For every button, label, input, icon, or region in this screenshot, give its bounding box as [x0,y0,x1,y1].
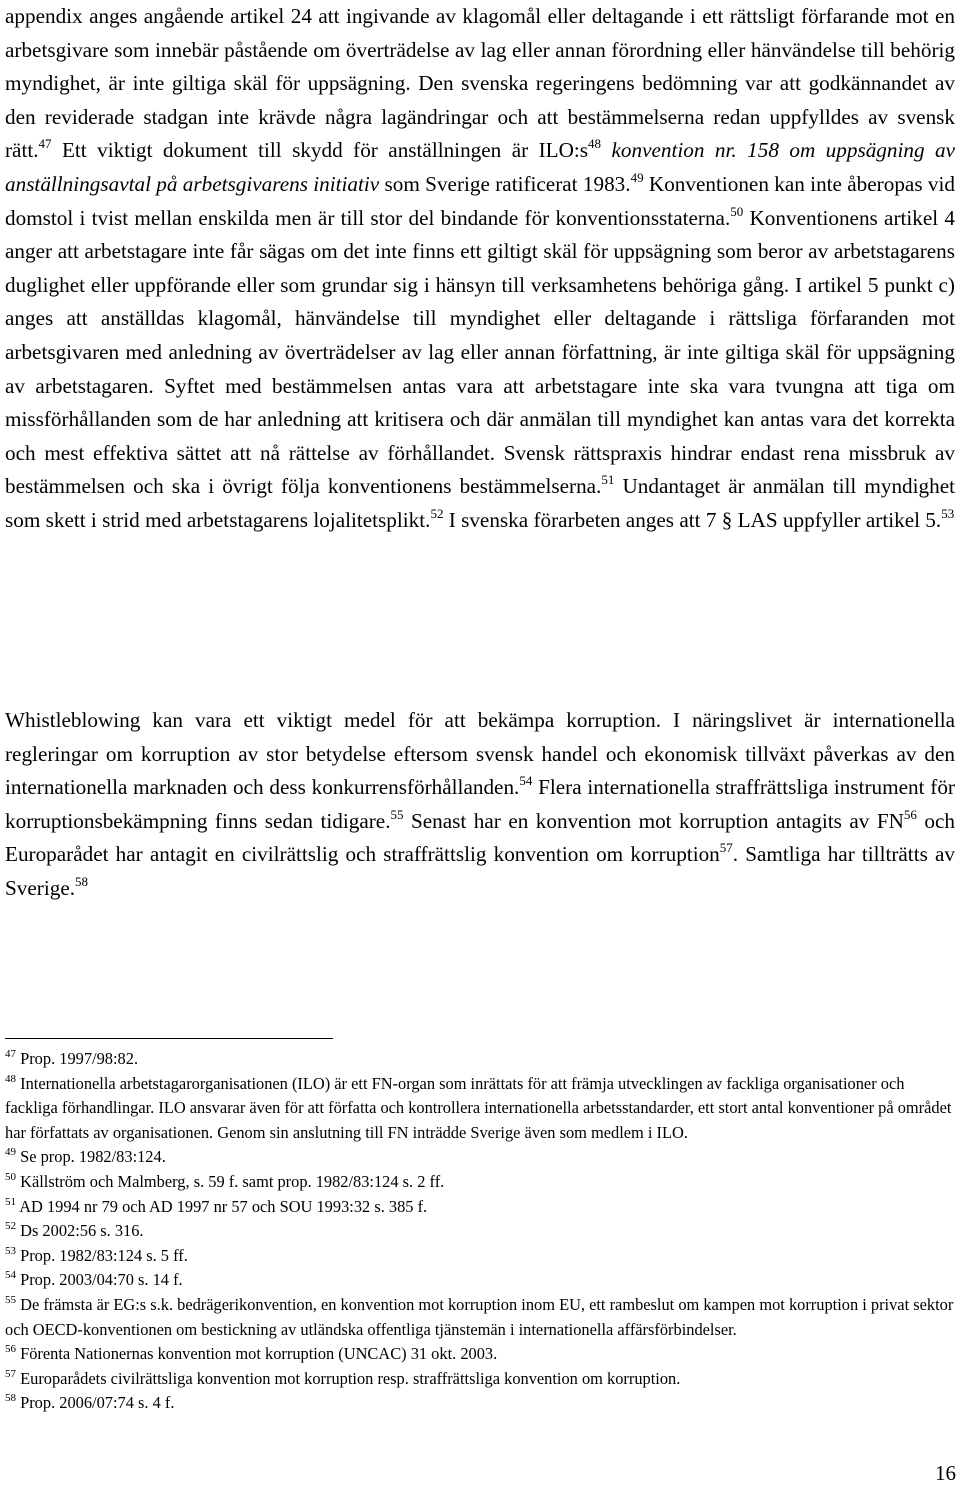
paragraph-text: Undantaget är anmälan till myndighet som skett i strid med arbetstagarens lojalitetsplikt. [5,474,955,532]
footnote-text: Prop. 1997/98:82. [20,1049,139,1068]
footnote-text: Internationella arbetstagarorganisationen (ILO) är ett FN-organ som inrättats för att främja utvecklingen av fackliga organisationer och fackliga förhandlingar. ILO ansvarar även för att författa och kontrollera internationella arbetsstandarder, ett stort antal konventioner på området har författats av organisationen. Genom sin anslutning till FN inträdde Sverige även som medlem i ILO. [5,1073,952,1142]
body-paragraph-1 [5,0,955,538]
footnote-number: 55 [5,1293,16,1306]
footnote-58 [5,1391,955,1416]
footnote-number: 54 [5,1269,16,1282]
footnote-ref-52[interactable]: 52 [430,505,444,521]
paragraph-text: som Sverige ratificerat 1983. [379,171,631,196]
paragraph-text: appendix anges angående artikel 24 att ingivande av klagomål eller deltagande i ett rättsligt förfarande mot en arbetsgivare som innebär påstående om överträdelse av lag eller annan förordning eller hänvändelse till behörig myndighet, är inte giltiga skäl för uppsägning. Den svenska regeringens bedömning var att godkännandet av den reviderade stadgan inte krävde några lagändringar och att bestämmelserna redan uppfylldes av svensk rätt. [5,4,955,163]
body-paragraph-2 [5,704,955,906]
footnote-number: 52 [5,1220,16,1233]
footnote-text: Prop. 1982/83:124 s. 5 ff. [20,1245,188,1265]
footnote-text: Europarådets civilrättsliga konvention mot korruption resp. straffrättsliga konvention om korruption. [20,1368,681,1388]
footnote-text: Ds 2002:56 s. 316. [20,1221,144,1241]
footnote-ref-54[interactable]: 54 [519,773,533,789]
footnote-number: 57 [5,1367,16,1380]
footnote-ref-58[interactable]: 58 [75,873,89,889]
footnote-ref-48[interactable]: 48 [588,136,602,152]
footnote-text: Prop. 2003/04:70 s. 14 f. [20,1270,183,1290]
paragraph-text: Flera internationella straffrättsliga instrument för korruptionsbekämpning finns sedan tidigare. [5,775,955,833]
footnote-number: 56 [5,1343,16,1356]
footnote-55 [5,1293,955,1342]
footnote-number: 48 [5,1072,16,1085]
convention-title: konvention nr. 158 om uppsägning av anställningsavtal på arbetsgivarens initiativ [5,138,956,196]
footnote-number: 53 [5,1244,16,1257]
paragraph-text: Konventionen kan inte åberopas vid domstol i tvist mellan enskilda men är till stor del bindande för konventionsstaterna. [5,171,955,230]
footnote-ref-49[interactable]: 49 [630,169,644,185]
footnote-number: 47 [5,1048,16,1060]
footnote-separator [5,1038,333,1039]
footnote-48 [5,1072,955,1146]
footnote-52 [5,1219,955,1244]
footnote-text: Källström och Malmberg, s. 59 f. samt prop. 1982/83:124 s. 2 ff. [20,1171,445,1191]
footnote-text: De främsta är EG:s s.k. bedrägerikonvention, en konvention mot korruption inom EU, ett rambeslut om kampen mot korruption i privat sektor och OECD-konventionen om bestickning av utländska offentliga tjänstemän i internationella affärsförbindelser. [5,1294,954,1339]
footnote-number: 58 [5,1392,16,1405]
footnote-ref-56[interactable]: 56 [903,806,917,822]
footnote-text: AD 1994 nr 79 och AD 1997 nr 57 och SOU 1993:32 s. 385 f. [19,1196,428,1216]
footnote-50 [5,1170,955,1195]
footnote-ref-50[interactable]: 50 [730,203,744,219]
footnote-number: 51 [5,1195,16,1208]
footnote-53 [5,1244,955,1269]
footnote-47 [5,1047,955,1072]
footnote-ref-51[interactable]: 51 [601,472,615,488]
footnote-56 [5,1342,955,1367]
footnote-51 [5,1195,955,1220]
footnote-ref-55[interactable]: 55 [390,806,404,822]
footnote-text: Se prop. 1982/83:124. [20,1147,166,1167]
footnote-ref-47[interactable]: 47 [38,136,52,152]
footnote-number: 49 [5,1146,16,1159]
paragraph-text: Konventionens artikel 4 anger att arbetstagare inte får sägas om det inte finns ett giltigt skäl för uppsägning som beror av arbetstagarens duglighet eller uppförande eller som grundar sig i hänsyn till verksamhetens behöriga gång. I artikel 5 punkt c) anges att anställdas klagomål, hänvändelse till myndighet eller deltagande i rättsliga förfaranden mot arbetsgivaren med anledning av överträdelser av lag eller annan författning, är inte giltiga skäl för uppsägning av arbetstagaren. Syftet med bestämmelsen antas vara att arbetstagare inte ska vara tvungna att tiga om missförhållanden som de har anledning att kritisera och där anmälan till myndighet kan antas vara det korrekta och mest effektiva sättet att nå rättelse av förhållandet. Svensk rättspraxis hindrar endast rena missbruk av bestämmelsen och ska i övrigt följa konventionens bestämmelserna. [5,205,956,499]
footnote-49 [5,1145,955,1170]
footnote-57 [5,1367,955,1392]
paragraph-text: Senast har en konvention mot korruption antagits av FN [403,808,904,833]
paragraph-text: Ett viktigt dokument till skydd för anställningen är ILO:s [51,138,589,163]
footnote-list [5,1047,955,1416]
paragraph-text: Whistleblowing kan vara ett viktigt medel för att bekämpa korruption. I näringslivet är internationella regleringar om korruption av stor betydelse eftersom svensk handel och ekonomisk tillväxt påverkas av den internationella marknaden och dess konkurrensförhållanden. [5,708,955,800]
paragraph-text: . Samtliga har tillträtts av Sverige. [5,842,955,900]
footnote-text: Prop. 2006/07:74 s. 4 f. [20,1393,175,1413]
footnote-text: Förenta Nationernas konvention mot korruption (UNCAC) 31 okt. 2003. [20,1344,498,1364]
page-number: 16 [935,1461,956,1485]
footnote-54 [5,1268,955,1293]
footnote-number: 50 [5,1170,16,1183]
footnote-ref-53[interactable]: 53 [941,505,955,521]
paragraph-text [601,138,611,162]
paragraph-text: I svenska förarbeten anges att 7 § LAS uppfyller artikel 5. [443,507,942,532]
footnote-ref-57[interactable]: 57 [719,840,733,856]
paragraph-text: och Europarådet har antagit en civilrättslig och straffrättslig konvention om korruption [5,808,955,867]
